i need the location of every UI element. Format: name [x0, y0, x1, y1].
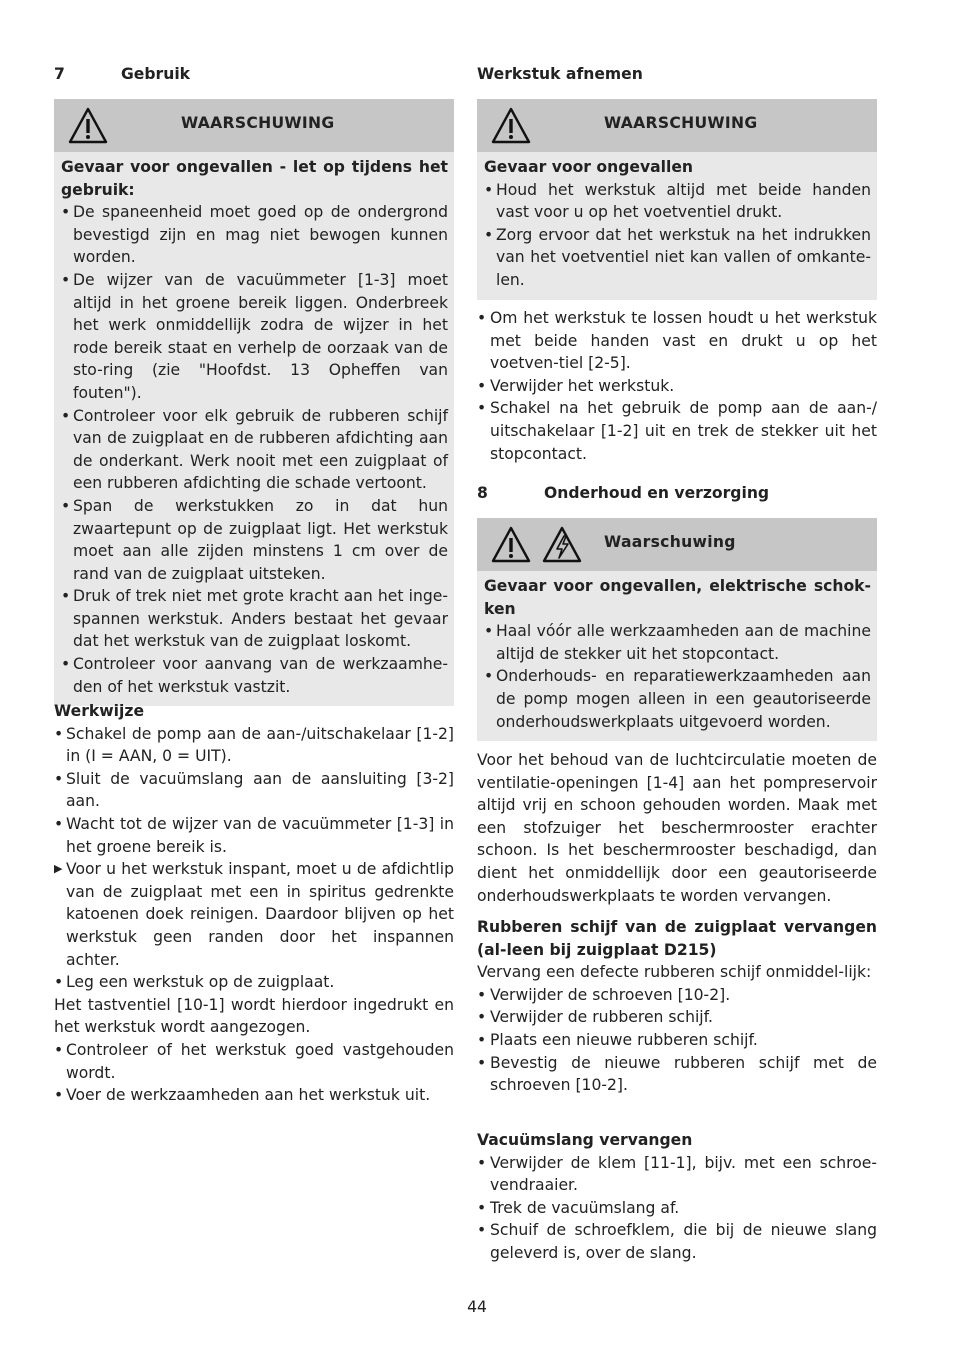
warning-intro: Gevaar voor ongevallen - let op tijdens het gebruik: [61, 158, 448, 199]
warning-item: • Controleer voor aanvang van de werkzaamhe-den of het werkstuk vastzit. [61, 653, 448, 698]
werkwijze-item: • Wacht tot de wijzer van de vacuümmeter [1-3] in het groene bereik is. [54, 813, 454, 858]
werkwijze-section [54, 700, 454, 1107]
afnemen-steps [477, 307, 877, 465]
rubber-title: Rubberen schijf van de zuigplaat vervangen (al-leen bij zuigplaat D215) [477, 918, 877, 959]
rubber-item: • Verwijder de schroeven [10-2]. [477, 984, 877, 1007]
werkwijze-arrow-item: ▶ Voor u het werkstuk inspant, moet u de afdichtlip van de zuigplaat met een in spiritus gedrenkte katoenen doek reinigen. Daardoor blijven op het werkstuk geen randen door het inspannen achter. [54, 858, 454, 971]
werkstuk-afnemen-heading: Werkstuk afnemen [477, 65, 643, 83]
afnemen-item: • Schakel na het gebruik de pomp aan de aan-/ uitschakelaar [1-2] uit en trek de stekker uit het stopcontact. [477, 397, 877, 465]
section-8-heading [477, 482, 769, 504]
warning-intro: Gevaar voor ongevallen, elektrische schok-ken [484, 577, 871, 618]
werkwijze-note: Het tastventiel [10-1] wordt hierdoor ingedrukt en het werkstuk wordt aangezogen. [54, 995, 454, 1037]
rubber-item: • Verwijder de rubberen schijf. [477, 1006, 877, 1029]
warning-header [477, 99, 877, 152]
slang-section [477, 1129, 877, 1265]
warning-item: • Haal vóór alle werkzaamheden aan de machine altijd de stekker uit het stopcontact. [484, 620, 871, 665]
section-7-heading [54, 63, 190, 85]
werkwijze-item: • Leg een werkstuk op de zuigplaat. [54, 971, 454, 994]
warning-item: • Houd het werkstuk altijd met beide handen vast voor u op het voetventiel drukt. [484, 179, 871, 224]
warning-title: WAARSCHUWING [604, 114, 758, 132]
warning-triangle-icon [67, 106, 109, 146]
rubber-section [477, 916, 877, 1097]
electric-shock-icon [541, 525, 583, 565]
onderhoud-paragraph: Voor het behoud van de luchtcirculatie moeten de ventilatie-openingen [1-4] aan het pompreservoir altijd vrij en schoon gehouden worden. Maak met een stofzuiger het beschermrooster erachter schoon. Is het beschermrooster beschadigd, dan dient het onmiddellijk door een geautoriseerde onderhoudswerkplaats te worden vervangen. [477, 751, 877, 905]
werkwijze-item: • Sluit de vacuümslang aan de aansluiting [3-2] aan. [54, 768, 454, 813]
rubber-item: • Plaats een nieuwe rubberen schijf. [477, 1029, 877, 1052]
section-title: Gebruik [121, 65, 191, 83]
werkwijze-title: Werkwijze [54, 702, 145, 720]
slang-item: • Schuif de schroefklem, die bij de nieuwe slang geleverd is, over de slang. [477, 1219, 877, 1264]
warning-box-onderhoud [477, 518, 877, 741]
warning-item: • Span de werkstukken zo in dat hun zwaartepunt op de zuigplaat ligt. Het werkstuk moet aan alle zijden minstens 1 cm over de rand van de zuigplaat uitsteken. [61, 495, 448, 585]
section-title: Onderhoud en verzorging [544, 484, 770, 502]
warning-item: • De wijzer van de vacuümmeter [1-3] moet altijd in het groene bereik liggen. Onderbreek het werk onmiddellijk zodra de wijzer in het rode bereik staat en verhelp de oorzaak van de sto-ring (zie "Hoofdst. 13 Opheffen van fouten"). [61, 269, 448, 405]
slang-item: • Trek de vacuümslang af. [477, 1197, 877, 1220]
warning-header [54, 99, 454, 152]
afnemen-item: • Verwijder het werkstuk. [477, 375, 877, 398]
slang-item: • Verwijder de klem [11-1], bijv. met een schroe-vendraaier. [477, 1152, 877, 1197]
warning-item: • Zorg ervoor dat het werkstuk na het indrukken van het voetventiel niet kan vallen of omkante-len. [484, 224, 871, 292]
page-number: 44 [467, 1298, 487, 1316]
warning-box-usage [54, 99, 454, 706]
werkwijze-item: • Voer de werkzaamheden aan het werkstuk uit. [54, 1084, 454, 1107]
warning-item: • Druk of trek niet met grote kracht aan het inge-spannen werkstuk. Anders bestaat het gevaar dat het werkstuk van de zuigplaat loskomt. [61, 585, 448, 653]
warning-item: • De spaneenheid moet goed op de ondergrond bevestigd zijn en mag niet bewogen kunnen worden. [61, 201, 448, 269]
rubber-intro: Vervang een defecte rubberen schijf onmiddel-lijk: [477, 963, 872, 982]
werkwijze-item: • Controleer of het werkstuk goed vastgehouden wordt. [54, 1039, 454, 1084]
warning-item: • Onderhouds- en reparatiewerkzaamheden aan de pomp mogen alleen in een geautoriseerde onderhoudswerkplaats uitgevoerd worden. [484, 665, 871, 733]
warning-item: • Controleer voor elk gebruik de rubberen schijf van de zuigplaat en de rubberen afdichting aan de onderkant. Werk nooit met een zuigplaat of een rubberen afdichting die schade vertoont. [61, 405, 448, 495]
werkwijze-item: • Schakel de pomp aan de aan-/uitschakelaar [1-2] in (I = AAN, 0 = UIT). [54, 723, 454, 768]
warning-header [477, 518, 877, 571]
warning-triangle-icon [490, 106, 532, 146]
slang-title: Vacuümslang vervangen [477, 1131, 693, 1149]
warning-title: Waarschuwing [604, 533, 736, 551]
warning-intro: Gevaar voor ongevallen [484, 158, 694, 176]
afnemen-item: • Om het werkstuk te lossen houdt u het werkstuk met beide handen vast en drukt u op het voetven-tiel [2-5]. [477, 307, 877, 375]
rubber-item: • Bevestig de nieuwe rubberen schijf met de schroeven [10-2]. [477, 1052, 877, 1097]
warning-title: WAARSCHUWING [181, 114, 335, 132]
onderhoud-paragraph-block [477, 749, 877, 907]
warning-box-afnemen [477, 99, 877, 300]
warning-triangle-icon [490, 525, 532, 565]
section-number: 7 [54, 65, 65, 83]
section-number: 8 [477, 484, 488, 502]
